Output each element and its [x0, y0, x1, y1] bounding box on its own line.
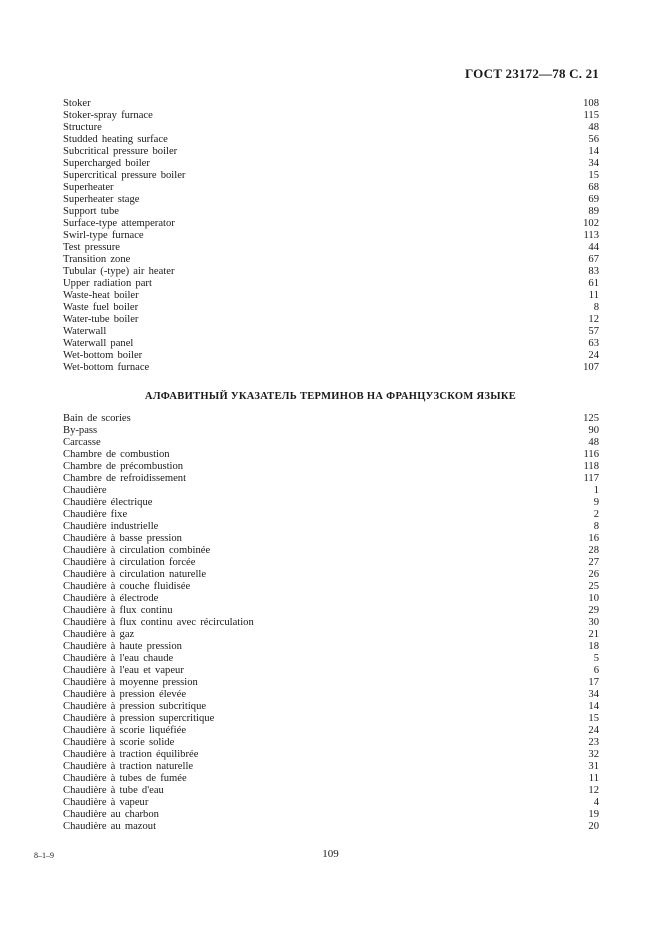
index-term: Supercritical pressure boiler	[63, 170, 186, 181]
index-term: Transition zone	[63, 254, 131, 265]
index-entry	[63, 629, 599, 641]
index-entry	[63, 170, 599, 182]
index-page-ref: 116	[583, 449, 599, 460]
index-term: Chaudière à circulation naturelle	[63, 569, 207, 580]
index-page-ref: 69	[588, 194, 599, 205]
index-page-ref: 107	[583, 362, 599, 373]
index-page-ref: 29	[588, 605, 599, 616]
index-page-ref: 24	[588, 350, 599, 361]
index-term: Chaudière au charbon	[63, 809, 159, 820]
index-term: Chaudière à l'eau chaude	[63, 653, 174, 664]
index-term: Stoker-spray furnace	[63, 110, 153, 121]
index-term: Chambre de refroidissement	[63, 473, 187, 484]
index-entry	[63, 737, 599, 749]
index-page-ref: 115	[583, 110, 599, 121]
index-page-ref: 5	[593, 653, 599, 664]
index-entry	[63, 278, 599, 290]
index-term: Chaudière à couche fluidisée	[63, 581, 191, 592]
index-term: Stoker	[63, 98, 91, 109]
index-page-ref: 8	[593, 521, 599, 532]
index-term: Chaudière à tubes de fumée	[63, 773, 187, 784]
footer-code: 8–1–9	[34, 851, 54, 860]
index-term: Chaudière électrique	[63, 497, 153, 508]
index-entry	[63, 773, 599, 785]
index-term: Chaudière à vapeur	[63, 797, 149, 808]
index-page-ref: 1	[593, 485, 599, 496]
index-page-ref: 30	[588, 617, 599, 628]
index-page-ref: 34	[588, 158, 599, 169]
index-term: Chaudière fixe	[63, 509, 128, 520]
index-entry	[63, 593, 599, 605]
index-page-ref: 83	[588, 266, 599, 277]
index-entry	[63, 761, 599, 773]
index-page-ref: 108	[583, 98, 599, 109]
index-page-ref: 8	[593, 302, 599, 313]
english-terms-index	[63, 98, 599, 374]
index-entry	[63, 194, 599, 206]
index-entry	[63, 521, 599, 533]
index-page-ref: 19	[588, 809, 599, 820]
index-term: Chaudière à scorie solide	[63, 737, 175, 748]
index-term: Chaudière à l'eau et vapeur	[63, 665, 184, 676]
index-term: Carcasse	[63, 437, 101, 448]
index-entry	[63, 158, 599, 170]
index-page-ref: 67	[588, 254, 599, 265]
index-page-ref: 31	[588, 761, 599, 772]
document-header: ГОСТ 23172—78 С. 21	[465, 66, 599, 81]
index-entry	[63, 254, 599, 266]
index-term: Chaudière à traction naturelle	[63, 761, 194, 772]
index-entry	[63, 110, 599, 122]
index-page-ref: 2	[593, 509, 599, 520]
index-entry	[63, 749, 599, 761]
page-number: 109	[322, 848, 339, 860]
index-term: Swirl-type furnace	[63, 230, 144, 241]
index-entry	[63, 581, 599, 593]
index-term: Chaudière à pression supercritique	[63, 713, 215, 724]
index-entry	[63, 230, 599, 242]
index-entry	[63, 725, 599, 737]
index-page-ref: 48	[588, 122, 599, 133]
index-entry	[63, 569, 599, 581]
index-term: Superheater stage	[63, 194, 140, 205]
index-entry	[63, 302, 599, 314]
index-page-ref: 4	[593, 797, 599, 808]
index-term: Wet-bottom boiler	[63, 350, 143, 361]
index-term: Tubular (-type) air heater	[63, 266, 175, 277]
index-entry	[63, 473, 599, 485]
index-page-ref: 57	[588, 326, 599, 337]
index-page-ref: 90	[588, 425, 599, 436]
index-entry	[63, 809, 599, 821]
index-term: Chaudière à pression subcritique	[63, 701, 207, 712]
index-entry	[63, 449, 599, 461]
index-term: Chambre de précombustion	[63, 461, 184, 472]
index-entry	[63, 362, 599, 374]
index-page-ref: 14	[588, 701, 599, 712]
index-term: Chaudière à haute pression	[63, 641, 182, 652]
index-entry	[63, 653, 599, 665]
index-page-ref: 16	[588, 533, 599, 544]
index-term: Chaudière industrielle	[63, 521, 159, 532]
index-term: Surface-type attemperator	[63, 218, 175, 229]
index-term: Chaudière à circulation forcée	[63, 557, 196, 568]
index-page-ref: 63	[588, 338, 599, 349]
index-page-ref: 11	[588, 773, 599, 784]
index-term: Upper radiation part	[63, 278, 152, 289]
index-entry	[63, 533, 599, 545]
index-entry	[63, 206, 599, 218]
index-term: Chaudière à circulation combinée	[63, 545, 211, 556]
index-page-ref: 20	[588, 821, 599, 832]
index-page-ref: 6	[593, 665, 599, 676]
index-page-ref: 18	[588, 641, 599, 652]
index-term: Support tube	[63, 206, 119, 217]
index-entry	[63, 425, 599, 437]
index-term: Chaudière à basse pression	[63, 533, 182, 544]
index-page-ref: 12	[588, 314, 599, 325]
index-page-ref: 102	[583, 218, 599, 229]
index-term: Studded heating surface	[63, 134, 168, 145]
index-term: Chaudière à électrode	[63, 593, 159, 604]
index-entry	[63, 545, 599, 557]
index-page-ref: 89	[588, 206, 599, 217]
index-page-ref: 34	[588, 689, 599, 700]
index-page-ref: 56	[588, 134, 599, 145]
index-page-ref: 15	[588, 713, 599, 724]
index-term: Waterwall panel	[63, 338, 134, 349]
index-entry	[63, 182, 599, 194]
index-term: Chaudière à flux continu	[63, 605, 173, 616]
index-page-ref: 24	[588, 725, 599, 736]
index-term: Chaudière à gaz	[63, 629, 135, 640]
index-entry	[63, 461, 599, 473]
index-term: Chaudière à scorie liquéfiée	[63, 725, 187, 736]
index-entry	[63, 701, 599, 713]
index-entry	[63, 314, 599, 326]
index-page-ref: 61	[588, 278, 599, 289]
index-term: Waste fuel boiler	[63, 302, 139, 313]
index-page-ref: 23	[588, 737, 599, 748]
index-term: Water-tube boiler	[63, 314, 139, 325]
index-page-ref: 25	[588, 581, 599, 592]
french-terms-index	[63, 413, 599, 833]
index-term: Supercharged boiler	[63, 158, 150, 169]
index-entry	[63, 146, 599, 158]
index-term: Chaudière à tube d'eau	[63, 785, 164, 796]
index-page-ref: 12	[588, 785, 599, 796]
section-title: АЛФАВИТНЫЙ УКАЗАТЕЛЬ ТЕРМИНОВ НА ФРАНЦУЗСКОМ ЯЗЫКЕ	[144, 391, 517, 402]
index-entry	[63, 413, 599, 425]
index-entry	[63, 617, 599, 629]
index-page-ref: 48	[588, 437, 599, 448]
index-page-ref: 26	[588, 569, 599, 580]
index-term: Chaudière à traction équilibrée	[63, 749, 199, 760]
index-term: Superheater	[63, 182, 114, 193]
index-page-ref: 10	[588, 593, 599, 604]
index-entry	[63, 689, 599, 701]
index-entry	[63, 134, 599, 146]
index-term: Waste-heat boiler	[63, 290, 139, 301]
index-entry	[63, 497, 599, 509]
index-term: Wet-bottom furnace	[63, 362, 150, 373]
index-entry	[63, 797, 599, 809]
index-term: Chaudière au mazout	[63, 821, 157, 832]
index-term: Chambre de combustion	[63, 449, 170, 460]
index-entry	[63, 242, 599, 254]
index-entry	[63, 641, 599, 653]
index-entry	[63, 677, 599, 689]
index-entry	[63, 821, 599, 833]
index-entry	[63, 485, 599, 497]
index-page-ref: 15	[588, 170, 599, 181]
index-term: Chaudière à moyenne pression	[63, 677, 198, 688]
index-page-ref: 14	[588, 146, 599, 157]
index-entry	[63, 557, 599, 569]
index-page-ref: 68	[588, 182, 599, 193]
index-entry	[63, 785, 599, 797]
index-page-ref: 118	[583, 461, 599, 472]
index-entry	[63, 350, 599, 362]
index-page-ref: 32	[588, 749, 599, 760]
index-page-ref: 113	[583, 230, 599, 241]
index-page-ref: 9	[593, 497, 599, 508]
index-page-ref: 21	[588, 629, 599, 640]
index-term: By-pass	[63, 425, 98, 436]
index-entry	[63, 290, 599, 302]
index-entry	[63, 665, 599, 677]
index-page-ref: 117	[583, 473, 599, 484]
index-term: Chaudière	[63, 485, 107, 496]
index-page-ref: 44	[588, 242, 599, 253]
index-term: Subcritical pressure boiler	[63, 146, 178, 157]
index-entry	[63, 122, 599, 134]
index-entry	[63, 437, 599, 449]
index-term: Structure	[63, 122, 102, 133]
index-entry	[63, 98, 599, 110]
index-term: Test pressure	[63, 242, 120, 253]
index-entry	[63, 509, 599, 521]
index-entry	[63, 266, 599, 278]
index-page-ref: 17	[588, 677, 599, 688]
index-entry	[63, 338, 599, 350]
index-page-ref: 27	[588, 557, 599, 568]
index-term: Chaudière à flux continu avec récirculation	[63, 617, 254, 628]
index-page-ref: 125	[583, 413, 599, 424]
index-page-ref: 11	[588, 290, 599, 301]
index-entry	[63, 326, 599, 338]
index-term: Chaudière à pression élevée	[63, 689, 187, 700]
index-entry	[63, 605, 599, 617]
index-entry	[63, 218, 599, 230]
index-page-ref: 28	[588, 545, 599, 556]
index-entry	[63, 713, 599, 725]
index-term: Bain de scories	[63, 413, 131, 424]
index-term: Waterwall	[63, 326, 107, 337]
